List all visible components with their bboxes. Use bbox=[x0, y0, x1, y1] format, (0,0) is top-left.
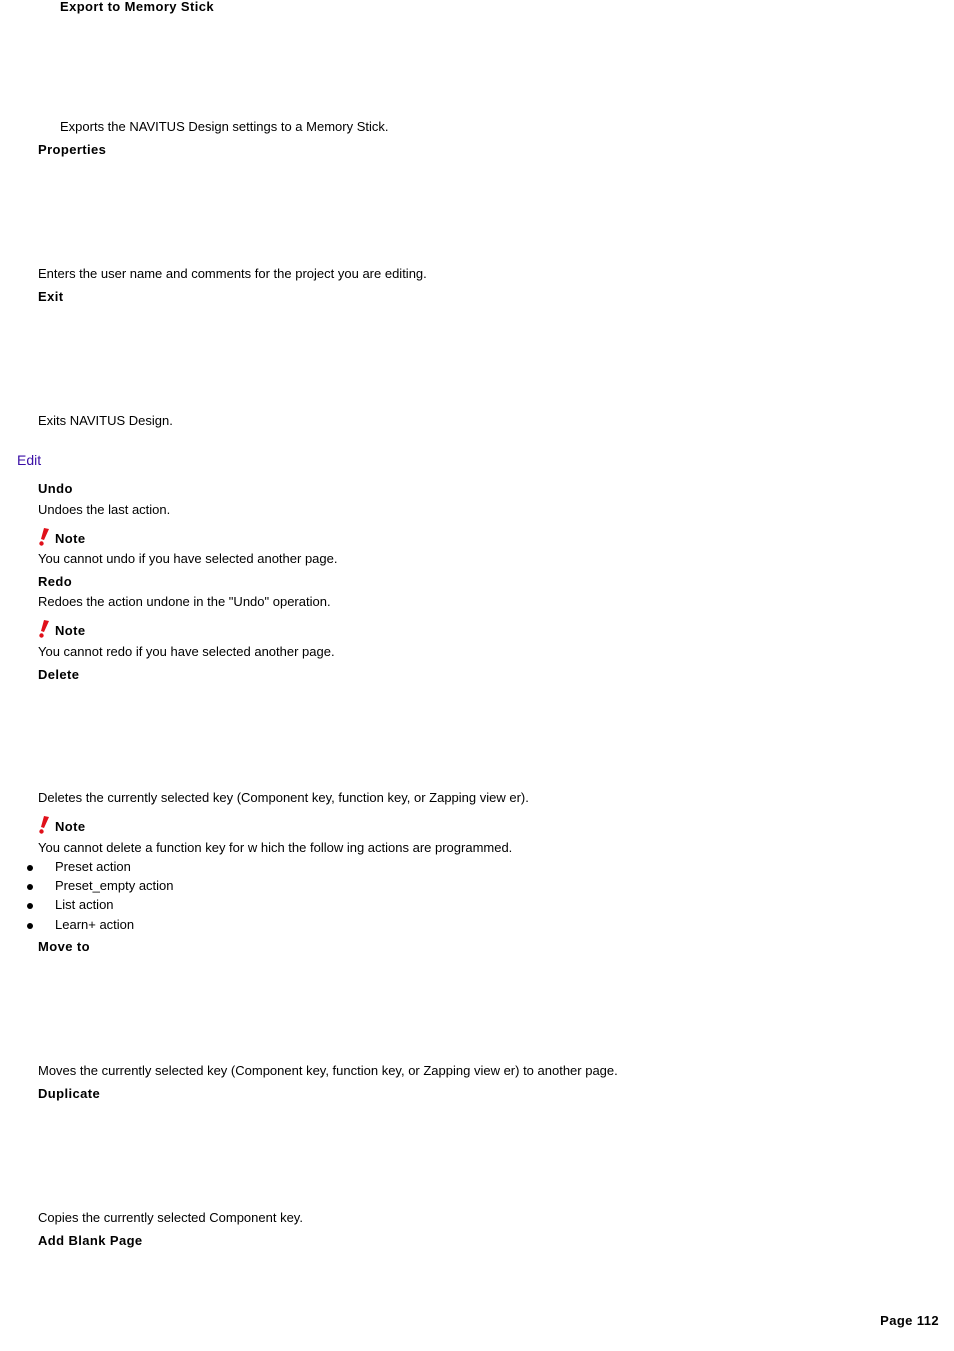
export-memory-stick-description: Exports the NAVITUS Design settings to a Memory Stick. bbox=[60, 119, 389, 134]
exclamation-note-icon bbox=[38, 816, 50, 834]
edit-section-title: Edit bbox=[17, 452, 42, 468]
export-memory-stick-heading: Export to Memory Stick bbox=[60, 0, 214, 14]
undo-note-label: Note bbox=[55, 531, 86, 546]
duplicate-heading: Duplicate bbox=[38, 1086, 101, 1101]
duplicate-description: Copies the currently selected Component key. bbox=[38, 1210, 303, 1225]
bullet-icon bbox=[27, 865, 33, 871]
exit-heading: Exit bbox=[38, 289, 64, 304]
list-item: Learn+ action bbox=[55, 917, 135, 932]
exclamation-note-icon bbox=[38, 620, 50, 638]
bullet-icon bbox=[27, 923, 33, 929]
bullet-icon bbox=[27, 903, 33, 909]
redo-heading: Redo bbox=[38, 574, 73, 589]
bullet-icon bbox=[27, 884, 33, 890]
add-blank-page-heading: Add Blank Page bbox=[38, 1233, 143, 1248]
undo-heading: Undo bbox=[38, 481, 73, 496]
list-item: Preset action bbox=[55, 859, 131, 874]
delete-description: Deletes the currently selected key (Component key, function key, or Zapping view er). bbox=[38, 790, 529, 805]
delete-heading: Delete bbox=[38, 667, 80, 682]
exclamation-note-icon bbox=[38, 528, 50, 546]
undo-note-text: You cannot undo if you have selected another page. bbox=[38, 551, 338, 566]
delete-note-text: You cannot delete a function key for w hich the follow ing actions are programmed. bbox=[38, 840, 513, 855]
move-to-description: Moves the currently selected key (Component key, function key, or Zapping view er) to another page. bbox=[38, 1063, 618, 1078]
redo-description: Redoes the action undone in the "Undo" operation. bbox=[38, 594, 331, 609]
redo-note-label: Note bbox=[55, 623, 86, 638]
delete-note-label: Note bbox=[55, 819, 86, 834]
move-to-heading: Move to bbox=[38, 939, 90, 954]
properties-description: Enters the user name and comments for the project you are editing. bbox=[38, 266, 427, 281]
undo-description: Undoes the last action. bbox=[38, 502, 171, 517]
properties-heading: Properties bbox=[38, 142, 107, 157]
list-item: List action bbox=[55, 897, 114, 912]
list-item: Preset_empty action bbox=[55, 878, 174, 893]
page-number: Page 112 bbox=[880, 1313, 939, 1328]
exit-description: Exits NAVITUS Design. bbox=[38, 413, 173, 428]
redo-note-text: You cannot redo if you have selected another page. bbox=[38, 644, 335, 659]
